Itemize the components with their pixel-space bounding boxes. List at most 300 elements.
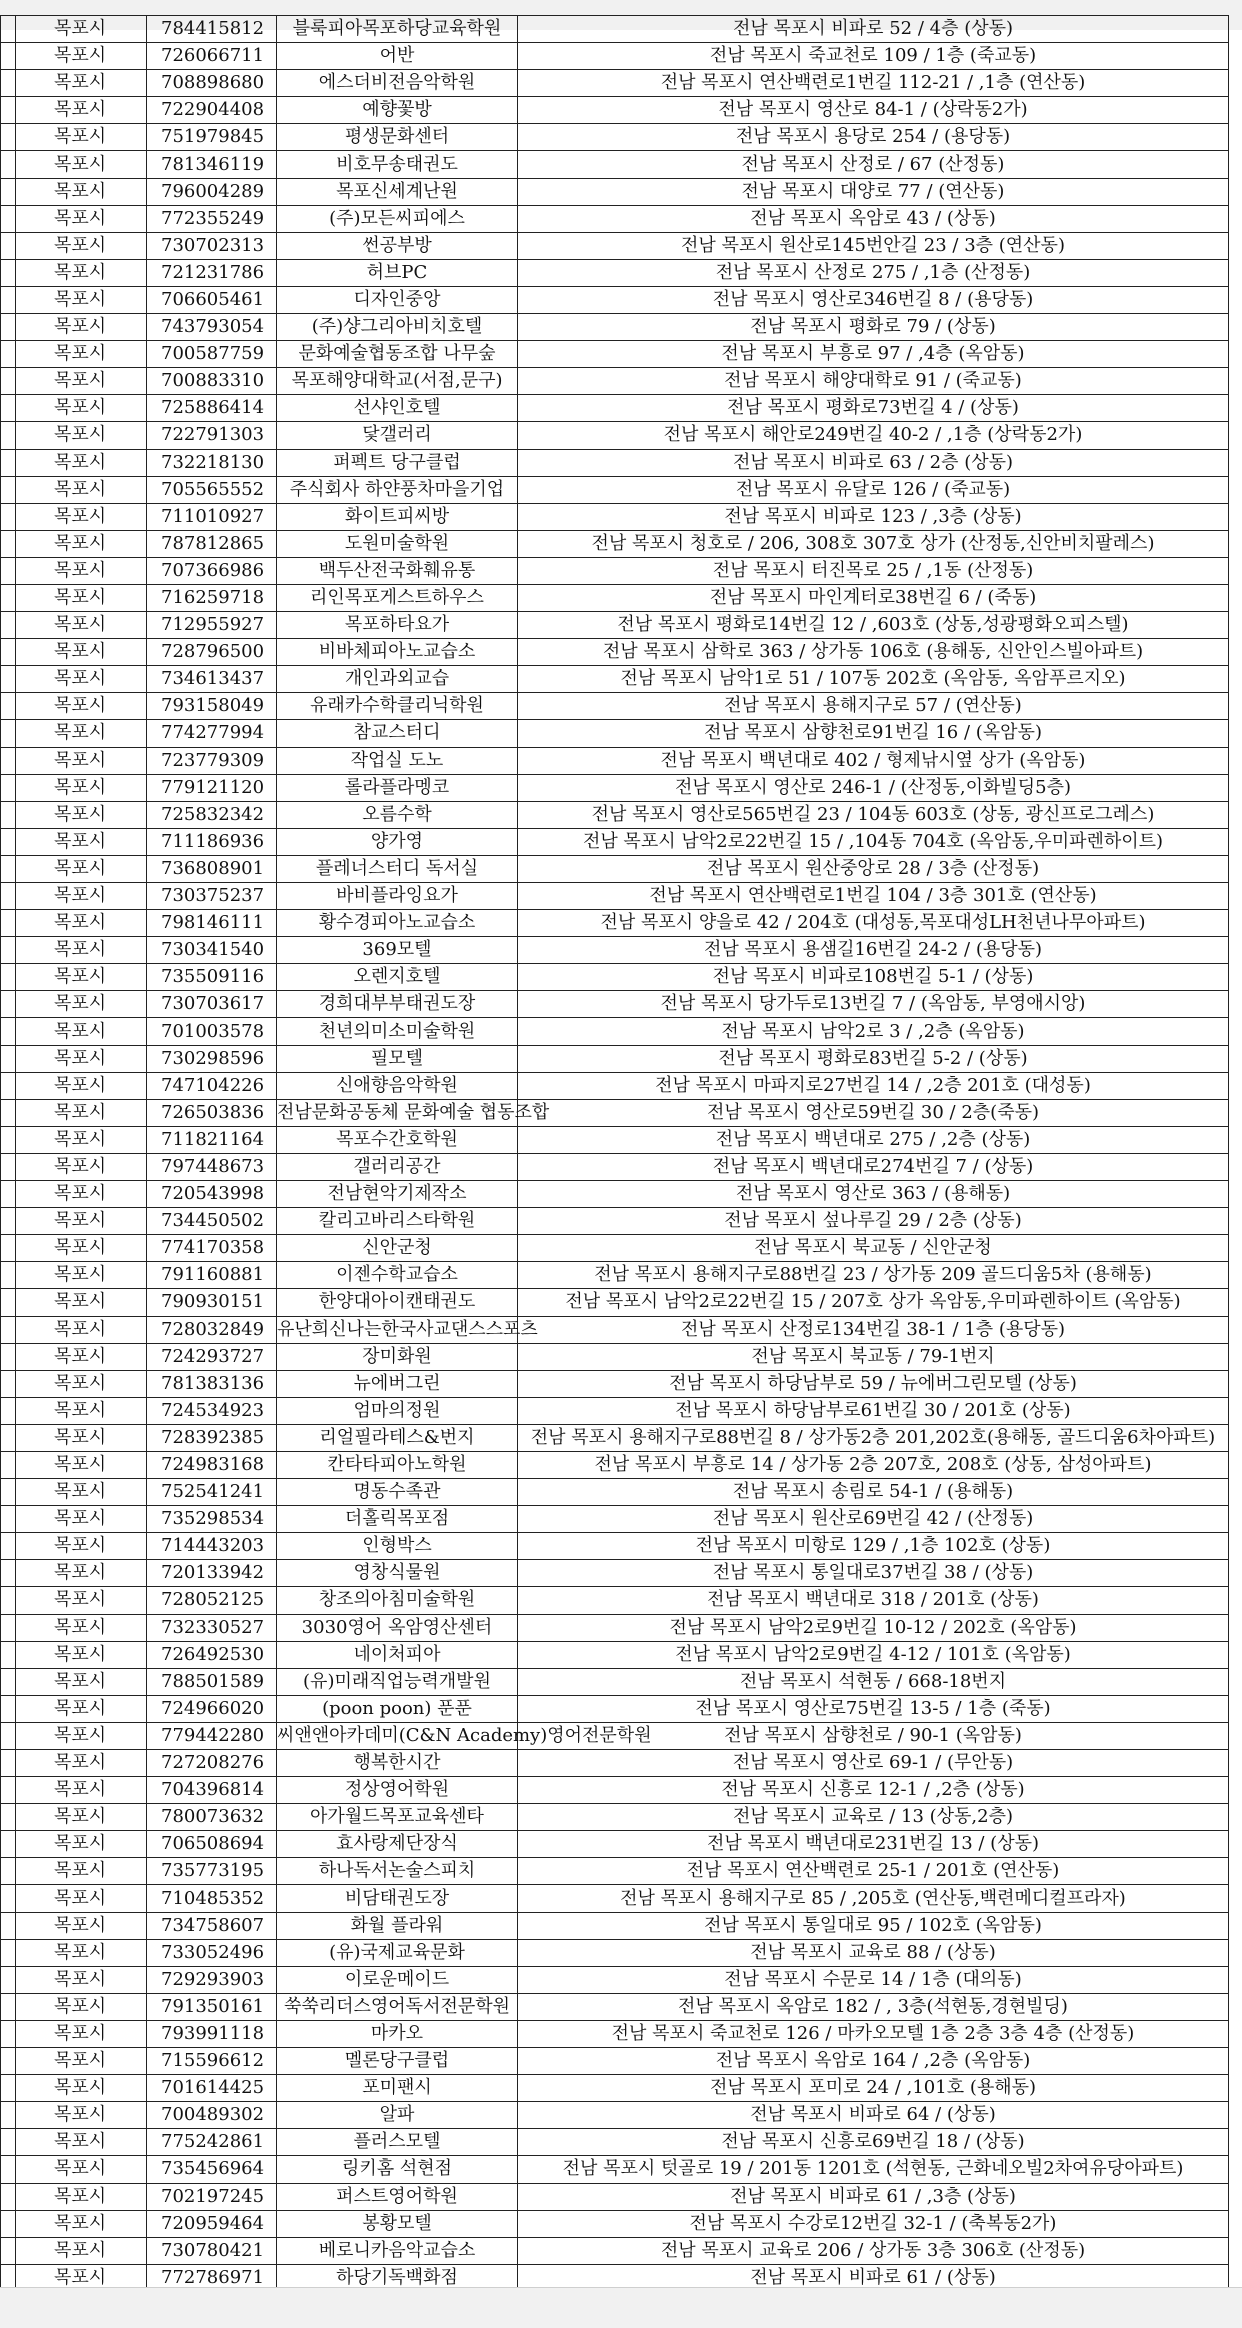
- table-row: [1, 883, 1229, 910]
- city-cell: 목포시: [16, 151, 147, 178]
- name-cell: 유래카수학클리닉학원: [277, 693, 518, 720]
- address-cell: 전남 목포시 남악2로22번길 15 / ,104동 704호 (옥암동,우미파렌하이트): [518, 828, 1229, 855]
- name-cell: 목포하타요가: [277, 612, 518, 639]
- name-cell: 칸타타피아노학원: [277, 1451, 518, 1478]
- table-row: [1, 964, 1229, 991]
- id-cell: 798146111: [147, 910, 277, 937]
- name-cell: 유난희신나는한국사교댄스스포츠: [277, 1316, 518, 1343]
- table-row: [1, 1831, 1229, 1858]
- city-cell: 목포시: [16, 910, 147, 937]
- table-row: [1, 43, 1229, 70]
- row-margin-cell: [1, 1722, 16, 1749]
- name-cell: 화이트피씨방: [277, 503, 518, 530]
- table-row: [1, 1939, 1229, 1966]
- id-cell: 780073632: [147, 1804, 277, 1831]
- table-body: [1, 16, 1229, 2288]
- name-cell: 하당기독백화점: [277, 2264, 518, 2287]
- city-cell: 목포시: [16, 1641, 147, 1668]
- row-margin-cell: [1, 422, 16, 449]
- id-cell: 724534923: [147, 1397, 277, 1424]
- city-cell: 목포시: [16, 1777, 147, 1804]
- address-cell: 전남 목포시 비파로 61 / (상동): [518, 2264, 1229, 2287]
- row-margin-cell: [1, 503, 16, 530]
- name-cell: 참교스터디: [277, 720, 518, 747]
- id-cell: 706508694: [147, 1831, 277, 1858]
- address-cell: 전남 목포시 용해지구로88번길 8 / 상가동2층 201,202호(용해동, 골드디움6차아파트): [518, 1424, 1229, 1451]
- id-cell: 730703617: [147, 991, 277, 1018]
- table-row: [1, 1641, 1229, 1668]
- table-row: [1, 855, 1229, 882]
- row-margin-cell: [1, 991, 16, 1018]
- id-cell: 732218130: [147, 449, 277, 476]
- id-cell: 730702313: [147, 232, 277, 259]
- id-cell: 700489302: [147, 2102, 277, 2129]
- row-margin-cell: [1, 1235, 16, 1262]
- row-margin-cell: [1, 639, 16, 666]
- city-cell: 목포시: [16, 1560, 147, 1587]
- name-cell: 신안군청: [277, 1235, 518, 1262]
- city-cell: 목포시: [16, 639, 147, 666]
- address-cell: 전남 목포시 평화로83번길 5-2 / (상동): [518, 1045, 1229, 1072]
- city-cell: 목포시: [16, 43, 147, 70]
- address-cell: 전남 목포시 교육로 206 / 상가동 3층 306호 (산정동): [518, 2237, 1229, 2264]
- address-cell: 전남 목포시 영산로 69-1 / (무안동): [518, 1750, 1229, 1777]
- name-cell: 하나독서논술스피치: [277, 1858, 518, 1885]
- table-row: [1, 1912, 1229, 1939]
- table-row: [1, 476, 1229, 503]
- table-row: [1, 801, 1229, 828]
- row-margin-cell: [1, 1208, 16, 1235]
- address-cell: 전남 목포시 석현동 / 668-18번지: [518, 1668, 1229, 1695]
- row-margin-cell: [1, 476, 16, 503]
- id-cell: 733052496: [147, 1939, 277, 1966]
- city-cell: 목포시: [16, 1099, 147, 1126]
- table-row: [1, 530, 1229, 557]
- row-margin-cell: [1, 97, 16, 124]
- id-cell: 734613437: [147, 666, 277, 693]
- table-row: [1, 1533, 1229, 1560]
- city-cell: 목포시: [16, 883, 147, 910]
- row-margin-cell: [1, 774, 16, 801]
- address-cell: 전남 목포시 청호로 / 206, 308호 307호 상가 (산정동,신안비치팔레스): [518, 530, 1229, 557]
- table-row: [1, 1560, 1229, 1587]
- id-cell: 784415812: [147, 16, 277, 43]
- name-cell: 전남현악기제작소: [277, 1181, 518, 1208]
- city-cell: 목포시: [16, 693, 147, 720]
- address-cell: 전남 목포시 북교동 / 79-1번지: [518, 1343, 1229, 1370]
- row-margin-cell: [1, 1885, 16, 1912]
- row-margin-cell: [1, 1397, 16, 1424]
- id-cell: 734758607: [147, 1912, 277, 1939]
- id-cell: 787812865: [147, 530, 277, 557]
- address-cell: 전남 목포시 수문로 14 / 1층 (대의동): [518, 1966, 1229, 1993]
- name-cell: 어반: [277, 43, 518, 70]
- city-cell: 목포시: [16, 1316, 147, 1343]
- name-cell: 비바체피아노교습소: [277, 639, 518, 666]
- row-margin-cell: [1, 1126, 16, 1153]
- address-cell: 전남 목포시 영산로 363 / (용해동): [518, 1181, 1229, 1208]
- city-cell: 목포시: [16, 1045, 147, 1072]
- city-cell: 목포시: [16, 16, 147, 43]
- name-cell: 포미팬시: [277, 2075, 518, 2102]
- table-row: [1, 205, 1229, 232]
- id-cell: 747104226: [147, 1072, 277, 1099]
- row-margin-cell: [1, 2237, 16, 2264]
- table-row: [1, 449, 1229, 476]
- city-cell: 목포시: [16, 1424, 147, 1451]
- table-row: [1, 828, 1229, 855]
- city-cell: 목포시: [16, 612, 147, 639]
- table-row: [1, 2102, 1229, 2129]
- row-margin-cell: [1, 1506, 16, 1533]
- table-row: [1, 1045, 1229, 1072]
- row-margin-cell: [1, 314, 16, 341]
- id-cell: 727208276: [147, 1750, 277, 1777]
- id-cell: 730298596: [147, 1045, 277, 1072]
- name-cell: 평생문화센터: [277, 124, 518, 151]
- name-cell: 화월 플라워: [277, 1912, 518, 1939]
- table-row: [1, 1668, 1229, 1695]
- address-cell: 전남 목포시 산정로 / 67 (산정동): [518, 151, 1229, 178]
- row-margin-cell: [1, 2183, 16, 2210]
- city-cell: 목포시: [16, 2075, 147, 2102]
- row-margin-cell: [1, 557, 16, 584]
- address-cell: 전남 목포시 수강로12번길 32-1 / (축복동2가): [518, 2210, 1229, 2237]
- name-cell: 봉황모텔: [277, 2210, 518, 2237]
- address-cell: 전남 목포시 삼향천로 / 90-1 (옥암동): [518, 1722, 1229, 1749]
- name-cell: 네이처피아: [277, 1641, 518, 1668]
- table-row: [1, 747, 1229, 774]
- name-cell: 블룩피아목포하당교육학원: [277, 16, 518, 43]
- id-cell: 724966020: [147, 1695, 277, 1722]
- table-row: [1, 1072, 1229, 1099]
- address-cell: 전남 목포시 죽교천로 126 / 마카오모텔 1층 2층 3층 4층 (산정동): [518, 2020, 1229, 2047]
- name-cell: 알파: [277, 2102, 518, 2129]
- city-cell: 목포시: [16, 1966, 147, 1993]
- table-row: [1, 639, 1229, 666]
- document-page[interactable]: [0, 15, 1242, 2287]
- address-cell: 전남 목포시 해양대학로 91 / (죽교동): [518, 368, 1229, 395]
- row-margin-cell: [1, 449, 16, 476]
- table-row: [1, 70, 1229, 97]
- city-cell: 목포시: [16, 368, 147, 395]
- name-cell: 갤러리공간: [277, 1153, 518, 1180]
- address-cell: 전남 목포시 하당남부로 59 / 뉴에버그린모텔 (상동): [518, 1370, 1229, 1397]
- name-cell: 닻갤러리: [277, 422, 518, 449]
- id-cell: 791160881: [147, 1262, 277, 1289]
- city-cell: 목포시: [16, 1831, 147, 1858]
- name-cell: 천년의미소미술학원: [277, 1018, 518, 1045]
- table-row: [1, 1885, 1229, 1912]
- row-margin-cell: [1, 720, 16, 747]
- name-cell: 예향꽃방: [277, 97, 518, 124]
- name-cell: 링키홈 석현점: [277, 2156, 518, 2183]
- address-cell: 전남 목포시 연산백련로1번길 104 / 3층 301호 (연산동): [518, 883, 1229, 910]
- table-row: [1, 1858, 1229, 1885]
- address-cell: 전남 목포시 평화로73번길 4 / (상동): [518, 395, 1229, 422]
- id-cell: 774277994: [147, 720, 277, 747]
- name-cell: 목포해양대학교(서점,문구): [277, 368, 518, 395]
- address-cell: 전남 목포시 비파로 61 / ,3층 (상동): [518, 2183, 1229, 2210]
- id-cell: 751979845: [147, 124, 277, 151]
- row-margin-cell: [1, 1939, 16, 1966]
- row-margin-cell: [1, 1370, 16, 1397]
- row-margin-cell: [1, 1045, 16, 1072]
- city-cell: 목포시: [16, 259, 147, 286]
- table-row: [1, 1777, 1229, 1804]
- city-cell: 목포시: [16, 1343, 147, 1370]
- id-cell: 730375237: [147, 883, 277, 910]
- address-cell: 전남 목포시 통일대로 95 / 102호 (옥암동): [518, 1912, 1229, 1939]
- city-cell: 목포시: [16, 1479, 147, 1506]
- table-row: [1, 2264, 1229, 2287]
- row-margin-cell: [1, 1343, 16, 1370]
- table-row: [1, 1587, 1229, 1614]
- city-cell: 목포시: [16, 1804, 147, 1831]
- table-row: [1, 910, 1229, 937]
- name-cell: 이젠수학교습소: [277, 1262, 518, 1289]
- name-cell: 퍼펙트 당구클럽: [277, 449, 518, 476]
- table-row: [1, 991, 1229, 1018]
- city-cell: 목포시: [16, 1750, 147, 1777]
- row-margin-cell: [1, 1695, 16, 1722]
- table-row: [1, 584, 1229, 611]
- address-cell: 전남 목포시 백년대로274번길 7 / (상동): [518, 1153, 1229, 1180]
- city-cell: 목포시: [16, 476, 147, 503]
- city-cell: 목포시: [16, 557, 147, 584]
- city-cell: 목포시: [16, 720, 147, 747]
- name-cell: 명동수족관: [277, 1479, 518, 1506]
- table-row: [1, 1424, 1229, 1451]
- address-cell: 전남 목포시 텃골로 19 / 201동 1201호 (석현동, 근화네오빌2차여유당아파트): [518, 2156, 1229, 2183]
- id-cell: 735456964: [147, 2156, 277, 2183]
- table-row: [1, 2237, 1229, 2264]
- id-cell: 720959464: [147, 2210, 277, 2237]
- row-margin-cell: [1, 205, 16, 232]
- address-cell: 전남 목포시 포미로 24 / ,101호 (용해동): [518, 2075, 1229, 2102]
- row-margin-cell: [1, 1966, 16, 1993]
- address-cell: 전남 목포시 영산로 84-1 / (상락동2가): [518, 97, 1229, 124]
- name-cell: 양가영: [277, 828, 518, 855]
- id-cell: 752541241: [147, 1479, 277, 1506]
- name-cell: 뉴에버그린: [277, 1370, 518, 1397]
- id-cell: 774170358: [147, 1235, 277, 1262]
- name-cell: 인형박스: [277, 1533, 518, 1560]
- city-cell: 목포시: [16, 1722, 147, 1749]
- address-cell: 전남 목포시 비파로 123 / ,3층 (상동): [518, 503, 1229, 530]
- row-margin-cell: [1, 1289, 16, 1316]
- address-cell: 전남 목포시 영산로346번길 8 / (용당동): [518, 286, 1229, 313]
- row-margin-cell: [1, 1993, 16, 2020]
- id-cell: 707366986: [147, 557, 277, 584]
- city-cell: 목포시: [16, 747, 147, 774]
- address-cell: 전남 목포시 용당로 254 / (용당동): [518, 124, 1229, 151]
- id-cell: 772355249: [147, 205, 277, 232]
- row-margin-cell: [1, 2156, 16, 2183]
- row-margin-cell: [1, 259, 16, 286]
- address-cell: 전남 목포시 비파로 63 / 2층 (상동): [518, 449, 1229, 476]
- address-cell: 전남 목포시 남악2로 3 / ,2층 (옥암동): [518, 1018, 1229, 1045]
- row-margin-cell: [1, 1018, 16, 1045]
- id-cell: 796004289: [147, 178, 277, 205]
- table-row: [1, 612, 1229, 639]
- table-row: [1, 1153, 1229, 1180]
- city-cell: 목포시: [16, 1668, 147, 1695]
- address-cell: 전남 목포시 하당남부로61번길 30 / 201호 (상동): [518, 1397, 1229, 1424]
- address-cell: 전남 목포시 삼학로 363 / 상가동 106호 (용해동, 신안인스빌아파트): [518, 639, 1229, 666]
- row-margin-cell: [1, 1181, 16, 1208]
- name-cell: 문화예술협동조합 나무숲: [277, 341, 518, 368]
- row-margin-cell: [1, 2075, 16, 2102]
- city-cell: 목포시: [16, 2020, 147, 2047]
- id-cell: 728032849: [147, 1316, 277, 1343]
- row-margin-cell: [1, 964, 16, 991]
- row-margin-cell: [1, 1424, 16, 1451]
- table-row: [1, 1289, 1229, 1316]
- city-cell: 목포시: [16, 1506, 147, 1533]
- table-row: [1, 1235, 1229, 1262]
- address-cell: 전남 목포시 영산로565번길 23 / 104동 603호 (상동, 광신프로그레스): [518, 801, 1229, 828]
- name-cell: 이로운메이드: [277, 1966, 518, 1993]
- address-cell: 전남 목포시 용샘길16번길 24-2 / (용당동): [518, 937, 1229, 964]
- city-cell: 목포시: [16, 232, 147, 259]
- city-cell: 목포시: [16, 1018, 147, 1045]
- address-cell: 전남 목포시 백년대로 318 / 201호 (상동): [518, 1587, 1229, 1614]
- id-cell: 721231786: [147, 259, 277, 286]
- id-cell: 711821164: [147, 1126, 277, 1153]
- name-cell: 주식회사 하얀풍차마을기업: [277, 476, 518, 503]
- row-margin-cell: [1, 1587, 16, 1614]
- address-cell: 전남 목포시 마파지로27번길 14 / ,2층 201호 (대성동): [518, 1072, 1229, 1099]
- table-row: [1, 422, 1229, 449]
- address-cell: 전남 목포시 용해지구로88번길 23 / 상가동 209 골드디움5차 (용해동): [518, 1262, 1229, 1289]
- row-margin-cell: [1, 910, 16, 937]
- address-cell: 전남 목포시 죽교천로 109 / 1층 (죽교동): [518, 43, 1229, 70]
- table-row: [1, 1722, 1229, 1749]
- city-cell: 목포시: [16, 395, 147, 422]
- name-cell: 목포신세계난원: [277, 178, 518, 205]
- table-row: [1, 1614, 1229, 1641]
- id-cell: 793991118: [147, 2020, 277, 2047]
- row-margin-cell: [1, 368, 16, 395]
- table-row: [1, 232, 1229, 259]
- city-cell: 목포시: [16, 422, 147, 449]
- city-cell: 목포시: [16, 1993, 147, 2020]
- table-row: [1, 314, 1229, 341]
- row-margin-cell: [1, 2102, 16, 2129]
- id-cell: 706605461: [147, 286, 277, 313]
- name-cell: 369모텔: [277, 937, 518, 964]
- name-cell: 신애향음악학원: [277, 1072, 518, 1099]
- city-cell: 목포시: [16, 584, 147, 611]
- address-cell: 전남 목포시 백년대로 402 / 형제낚시옆 상가 (옥암동): [518, 747, 1229, 774]
- city-cell: 목포시: [16, 855, 147, 882]
- table-row: [1, 2210, 1229, 2237]
- row-margin-cell: [1, 178, 16, 205]
- address-cell: 전남 목포시 신흥로69번길 18 / (상동): [518, 2129, 1229, 2156]
- address-cell: 전남 목포시 영산로75번길 13-5 / 1층 (죽동): [518, 1695, 1229, 1722]
- table-row: [1, 1018, 1229, 1045]
- city-cell: 목포시: [16, 124, 147, 151]
- id-cell: 743793054: [147, 314, 277, 341]
- city-cell: 목포시: [16, 828, 147, 855]
- city-cell: 목포시: [16, 1587, 147, 1614]
- id-cell: 715596612: [147, 2048, 277, 2075]
- id-cell: 772786971: [147, 2264, 277, 2287]
- address-cell: 전남 목포시 교육로 / 13 (상동,2층): [518, 1804, 1229, 1831]
- id-cell: 775242861: [147, 2129, 277, 2156]
- city-cell: 목포시: [16, 2237, 147, 2264]
- city-cell: 목포시: [16, 1370, 147, 1397]
- row-margin-cell: [1, 883, 16, 910]
- id-cell: 722904408: [147, 97, 277, 124]
- row-margin-cell: [1, 612, 16, 639]
- row-margin-cell: [1, 395, 16, 422]
- id-cell: 700883310: [147, 368, 277, 395]
- address-cell: 전남 목포시 남악2로9번길 10-12 / 202호 (옥암동): [518, 1614, 1229, 1641]
- address-cell: 전남 목포시 원산로145번안길 23 / 3층 (연산동): [518, 232, 1229, 259]
- table-row: [1, 1479, 1229, 1506]
- table-row: [1, 774, 1229, 801]
- id-cell: 732330527: [147, 1614, 277, 1641]
- city-cell: 목포시: [16, 666, 147, 693]
- city-cell: 목포시: [16, 2129, 147, 2156]
- id-cell: 781383136: [147, 1370, 277, 1397]
- name-cell: 영창식물원: [277, 1560, 518, 1587]
- row-margin-cell: [1, 2048, 16, 2075]
- id-cell: 728796500: [147, 639, 277, 666]
- table-row: [1, 1804, 1229, 1831]
- table-row: [1, 1750, 1229, 1777]
- name-cell: 필모텔: [277, 1045, 518, 1072]
- address-cell: 전남 목포시 대양로 77 / (연산동): [518, 178, 1229, 205]
- row-margin-cell: [1, 43, 16, 70]
- name-cell: 오렌지호텔: [277, 964, 518, 991]
- row-margin-cell: [1, 151, 16, 178]
- city-cell: 목포시: [16, 449, 147, 476]
- city-cell: 목포시: [16, 2183, 147, 2210]
- name-cell: 한양대아이캔태권도: [277, 1289, 518, 1316]
- id-cell: 726503836: [147, 1099, 277, 1126]
- city-cell: 목포시: [16, 178, 147, 205]
- address-cell: 전남 목포시 송림로 54-1 / (용해동): [518, 1479, 1229, 1506]
- id-cell: 702197245: [147, 2183, 277, 2210]
- name-cell: (유)미래직업능력개발원: [277, 1668, 518, 1695]
- id-cell: 728052125: [147, 1587, 277, 1614]
- address-cell: 전남 목포시 남악2로9번길 4-12 / 101호 (옥암동): [518, 1641, 1229, 1668]
- address-cell: 전남 목포시 산정로134번길 38-1 / 1층 (용당동): [518, 1316, 1229, 1343]
- table-row: [1, 1343, 1229, 1370]
- city-cell: 목포시: [16, 1153, 147, 1180]
- table-row: [1, 97, 1229, 124]
- table-row: [1, 1993, 1229, 2020]
- name-cell: 경희대부부태권도장: [277, 991, 518, 1018]
- name-cell: 멜론당구클럽: [277, 2048, 518, 2075]
- name-cell: 아가월드목포교육센타: [277, 1804, 518, 1831]
- row-margin-cell: [1, 1614, 16, 1641]
- table-row: [1, 1397, 1229, 1424]
- id-cell: 708898680: [147, 70, 277, 97]
- city-cell: 목포시: [16, 2264, 147, 2287]
- city-cell: 목포시: [16, 1885, 147, 1912]
- city-cell: 목포시: [16, 774, 147, 801]
- id-cell: 730341540: [147, 937, 277, 964]
- name-cell: 플레너스터디 독서실: [277, 855, 518, 882]
- name-cell: 황수경피아노교습소: [277, 910, 518, 937]
- address-cell: 전남 목포시 비파로 64 / (상동): [518, 2102, 1229, 2129]
- id-cell: 720543998: [147, 1181, 277, 1208]
- address-cell: 전남 목포시 삼향천로91번길 16 / (옥암동): [518, 720, 1229, 747]
